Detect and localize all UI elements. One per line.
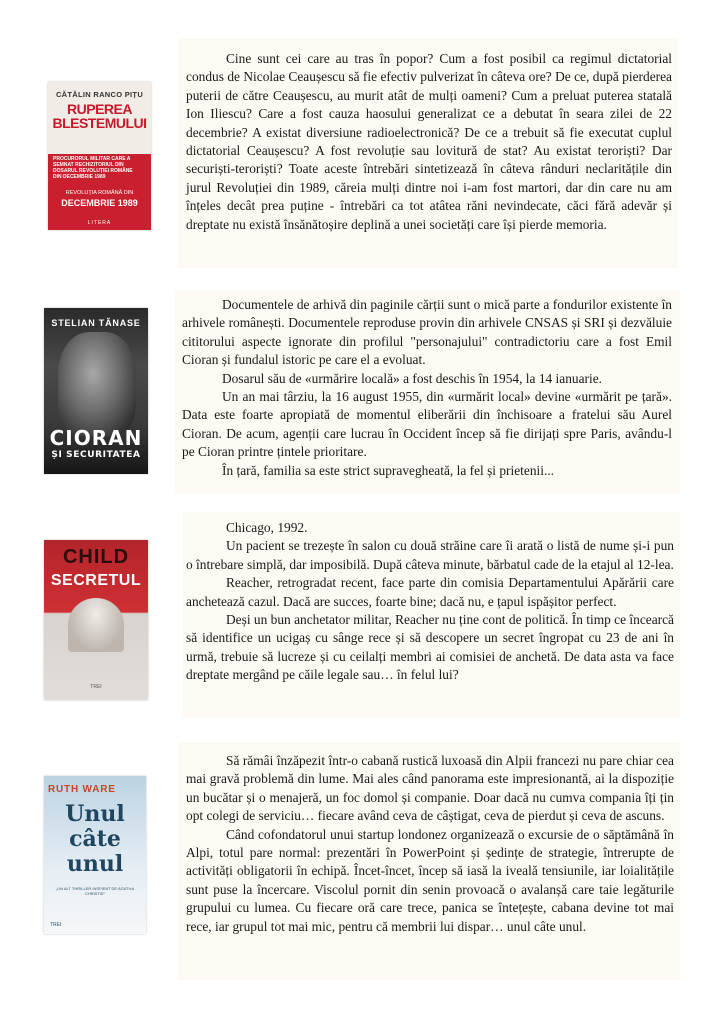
entry-3-description <box>186 519 674 685</box>
entry-4-description <box>186 752 674 936</box>
paragraph: Un an mai târziu, la 16 august 1955, din «urmărit local» devine «urmărit pe țară». Data este foarte apropiată de momentul eliberării din închisoare a fratelui său Aurel Cioran. De acum, agenții care lucrau în Occident încep să fie dirijați spre Paris, avându-l pe Cioran printre țintele prioritare. <box>182 389 672 460</box>
book-cover-secretul[interactable] <box>44 540 148 700</box>
cover-title: RUPEREA BLESTEMULUI <box>52 101 147 131</box>
cover-title: CIORAN <box>49 426 143 450</box>
book-cover-cioran-si-securitatea[interactable] <box>44 308 148 474</box>
cover-series-line: REVOLUȚIA ROMÂNĂ DIN <box>65 190 134 196</box>
portrait-image <box>58 332 136 436</box>
cover-publisher: TREI <box>90 684 102 690</box>
paragraph: Documentele de arhivă din paginile cărții sunt o mică parte a fondurilor existente în arhivele românești. Documentele reproduse provin din arhivele CNSAS și SRI și dezvăluie cititorului aspecte ignorate din profilul "personajului" contradictoriu care a fost Emil Cioran și fundalul istoric pe care el a evoluat. <box>182 297 672 368</box>
cover-series-big: DECEMBRIE 1989 <box>61 198 138 208</box>
paragraph: Când cofondatorul unui startup londonez organizează o excursie de o săptămână în Alpi, totul pare normal: prezentări în PowerPoint și ședințe de strategie, întrerupte de activități obligatorii în echipă. Încet-încet, încep să iasă la iveală tensiunile, iar loialitățile sunt puse la încercare. Viscolul pornit din senin provoacă o avalanșă care taie legăturile grupului cu lumea. Cu fiecare oră care trece, panica se întețește, cabana devine tot mai rece, iar grupul tot mai mic, pentru că membrii lui dispar… unul câte unul. <box>186 826 674 934</box>
book-cover-ruperea-blestemului[interactable] <box>48 82 151 230</box>
cover-publisher: LITERA <box>87 220 112 226</box>
cover-title: Unul câte unul <box>65 801 125 877</box>
paragraph: Să rămâi înzăpezit într-o cabană rustică luxoasă din Alpii francezi nu pare chiar cea mai gravă problemă din lume. Mai ales când panorama este impresionantă, ai la dispoziție un bucătar și o menajeră, un foc domol și companie. Doar dacă nu cumva compania îți țin opt colegi de serviciu… fiecare având ceva de câștigat, ceva de pierdut și ceva de ascuns. <box>186 753 674 824</box>
cover-author: CHILD <box>62 546 130 568</box>
capitol-dome-image <box>68 598 124 652</box>
cover-title: SECRETUL <box>50 572 142 589</box>
paragraph: Un pacient se trezește în salon cu două străine care îi arată o listă de nume și-i pun o întrebare simplă, dar imposibilă. După câteva minute, bărbatul cade de la etajul al 12-lea. <box>186 538 674 572</box>
entry-2-description <box>182 296 672 480</box>
cover-author: RUTH WARE <box>48 784 116 795</box>
entry-1-description <box>186 50 672 234</box>
cover-author: STELIAN TĂNASE <box>51 318 141 328</box>
book-cover-unul-cate-unul[interactable] <box>44 776 146 934</box>
paragraph: În țară, familia sa este strict supravegheată, la fel și prietenii... <box>222 462 555 478</box>
cover-subtitle: ȘI SECURITATEA <box>51 450 141 460</box>
paragraph: Deși un bun anchetator militar, Reacher nu ține cont de politică. În timp ce încearcă să identifice un ucigaș cu sânge rece și să descopere un secret îngropat cu 23 de ani în urmă, trebuie să lucreze și cu ceilalți membri ai comisiei de anchetă. De data asta va face dreptate mergând pe căile legale sau… în felul lui? <box>186 612 674 683</box>
cover-quote: „UN ALT THRILLER INSPIRAT DE AGATHA CHRISTIE” <box>55 886 135 896</box>
paragraph: Reacher, retrogradat recent, face parte din comisia Departamentului Apărării care anchetează cazul. Dacă are succes, foarte bine; dacă nu, e țapul ispășitor perfect. <box>186 575 674 609</box>
paragraph: Chicago, 1992. <box>226 520 308 535</box>
cover-subtitle: PROCURORUL MILITAR CARE A SEMNAT RECHIZITORIUL DIN DOSARUL REVOLUȚIEI ROMÂNE DIN DECEMBRIE 1989 <box>53 156 133 180</box>
paragraph: Cine sunt cei care au tras în popor? Cum a fost posibil ca regimul dictatorial condus de Nicolae Ceaușescu să fie efectiv pulverizat în câteva ore? De ce, după pierderea puterii de către Ceaușescu, au murit atât de mulți oameni? Cum a preluat puterea statală Ion Iliescu? Care a fost cauza haosului generalizat ce a debutat în seara zilei de 22 decembrie? A existat diversiune radioelectronică? De ce a trebuit să fie executat cuplul dictatorial Ceaușescu? A fost revoluție sau lovitură de stat? Au existat teroriști? Dar securiști-teroriști? Toate aceste întrebări sintetizează în câteva rânduri neclaritățile din jurul Revoluției din 1989, căreia mulți dintre noi i-am fost martori, dar din care nu am înțeles decât prea puține - întrebări ca tot atâtea răni nevindecate, căci fără adevăr și dreptate nu există însănătoșire deplină a unei societăți care își pierde memoria. <box>186 51 672 232</box>
paragraph: Dosarul său de «urmărire locală» a fost deschis în 1954, la 14 ianuarie. <box>222 370 603 386</box>
cover-author: CĂTĂLIN RANCO PIȚU <box>55 90 144 99</box>
cover-publisher: TREI <box>50 922 62 928</box>
